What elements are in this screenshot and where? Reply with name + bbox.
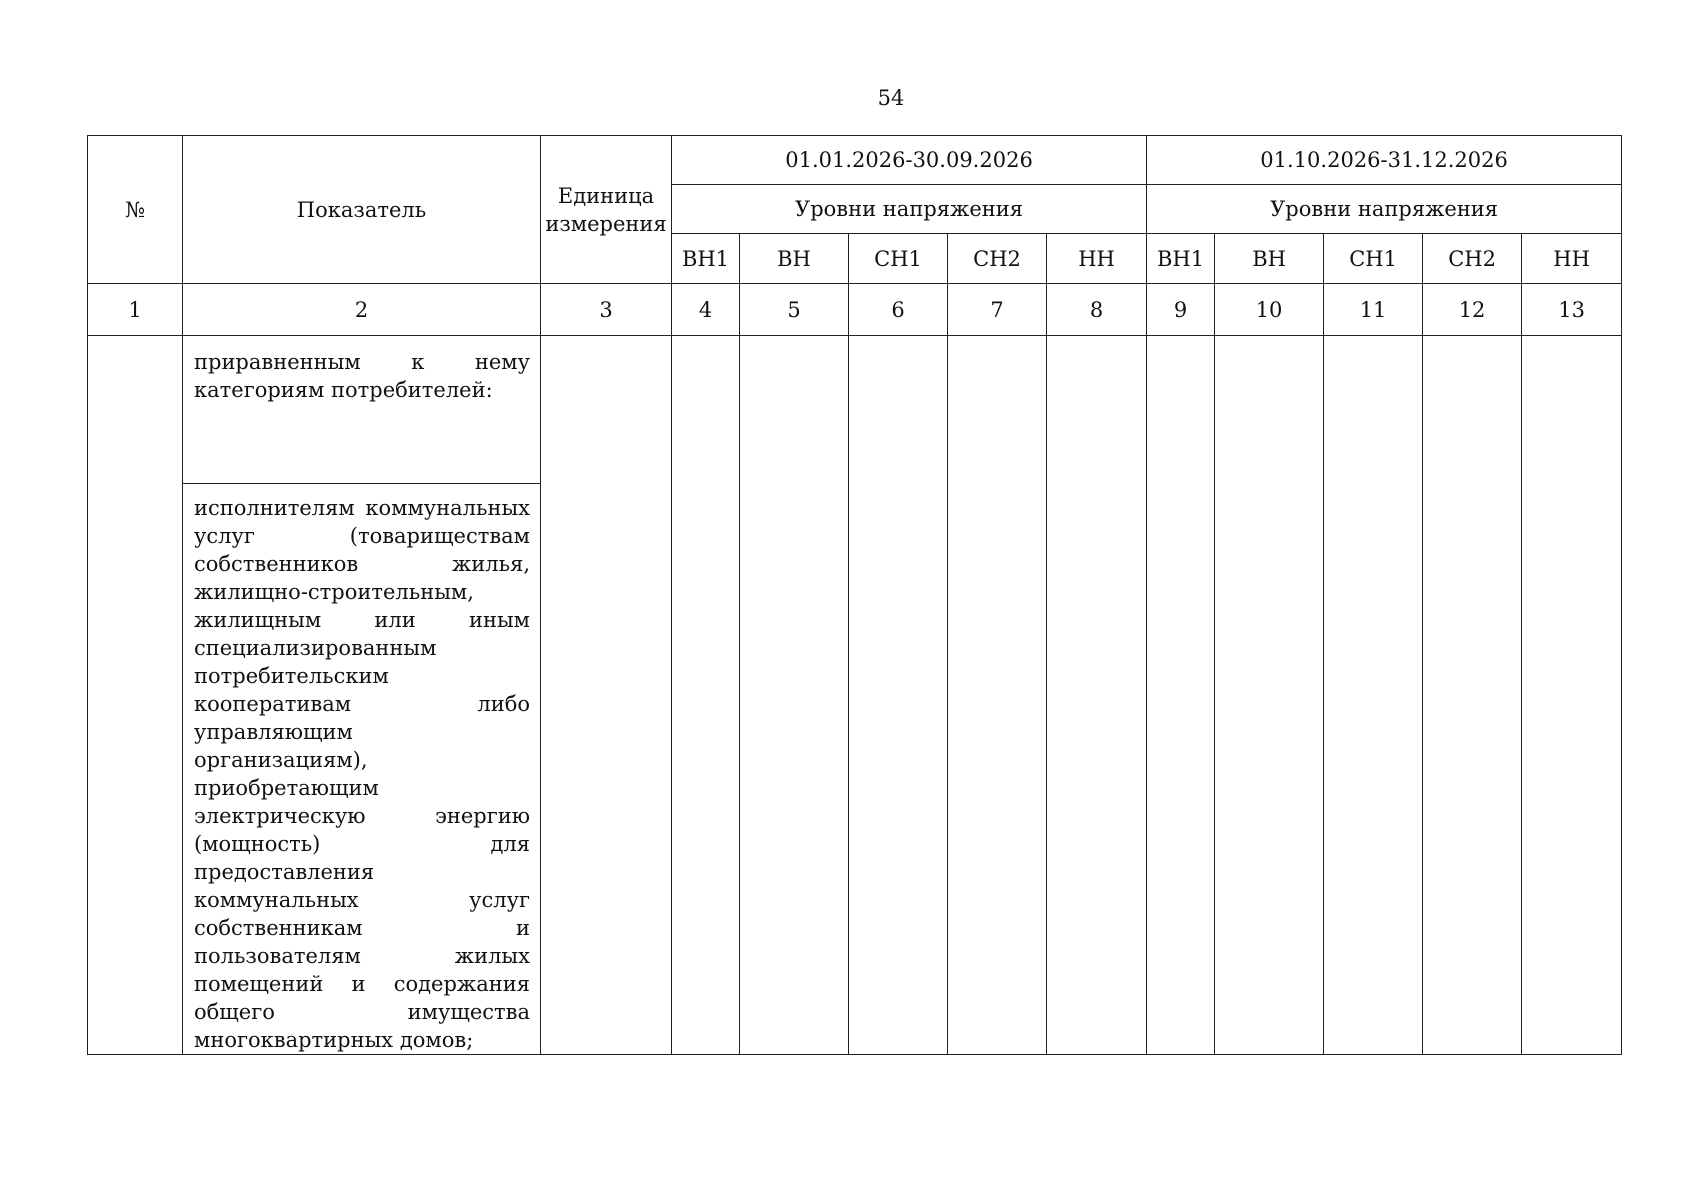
value-cell bbox=[849, 336, 948, 1055]
header-level: ВН bbox=[1215, 234, 1324, 284]
value-cell bbox=[1047, 336, 1147, 1055]
column-number: 6 bbox=[849, 284, 948, 336]
header-level: СН1 bbox=[849, 234, 948, 284]
header-indicator: Показатель bbox=[183, 136, 541, 284]
value-cell bbox=[672, 336, 740, 1055]
header-row-periods bbox=[88, 136, 1622, 185]
value-cell bbox=[740, 336, 849, 1055]
column-number: 7 bbox=[948, 284, 1047, 336]
column-number: 5 bbox=[740, 284, 849, 336]
value-cell bbox=[1324, 336, 1423, 1055]
indicator-cell: приравненным к нему категориям потребителей: bbox=[183, 336, 541, 484]
column-number: 9 bbox=[1147, 284, 1215, 336]
column-number-row bbox=[88, 284, 1622, 336]
header-level: СН1 bbox=[1324, 234, 1423, 284]
column-number: 1 bbox=[88, 284, 183, 336]
header-voltage-levels-2: Уровни напряжения bbox=[1147, 185, 1622, 234]
header-period-1: 01.01.2026-30.09.2026 bbox=[672, 136, 1147, 185]
header-voltage-levels-1: Уровни напряжения bbox=[672, 185, 1147, 234]
header-level: ВН bbox=[740, 234, 849, 284]
unit-cell bbox=[541, 336, 672, 1055]
header-period-2: 01.10.2026-31.12.2026 bbox=[1147, 136, 1622, 185]
table-row bbox=[88, 336, 1622, 484]
value-cell bbox=[1215, 336, 1324, 1055]
column-number: 3 bbox=[541, 284, 672, 336]
column-number: 8 bbox=[1047, 284, 1147, 336]
column-number: 13 bbox=[1522, 284, 1622, 336]
column-number: 4 bbox=[672, 284, 740, 336]
row-number-cell bbox=[88, 336, 183, 1055]
value-cell bbox=[1522, 336, 1622, 1055]
header-level: ВН1 bbox=[672, 234, 740, 284]
header-level: ВН1 bbox=[1147, 234, 1215, 284]
value-cell bbox=[1147, 336, 1215, 1055]
column-number: 10 bbox=[1215, 284, 1324, 336]
column-number: 12 bbox=[1423, 284, 1522, 336]
header-level: НН bbox=[1522, 234, 1622, 284]
header-unit: Единица измерения bbox=[541, 136, 672, 284]
header-level: СН2 bbox=[1423, 234, 1522, 284]
value-cell bbox=[948, 336, 1047, 1055]
value-cell bbox=[1423, 336, 1522, 1055]
column-number: 11 bbox=[1324, 284, 1423, 336]
tariff-table bbox=[87, 135, 1622, 1055]
column-number: 2 bbox=[183, 284, 541, 336]
page-number: 54 bbox=[877, 86, 905, 110]
header-level: СН2 bbox=[948, 234, 1047, 284]
header-number: № bbox=[88, 136, 183, 284]
indicator-cell: исполнителям коммунальных услуг (товариществам собственников жилья, жилищно-строительным, жилищным или иным специализированным потребительским кооперативам либо управляющим организациям), приобретающим электрическую энергию (мощность) для предоставления коммунальных услуг собственникам и пользователям жилых помещений и содержания общего имущества многоквартирных домов; bbox=[183, 484, 541, 1055]
header-level: НН bbox=[1047, 234, 1147, 284]
